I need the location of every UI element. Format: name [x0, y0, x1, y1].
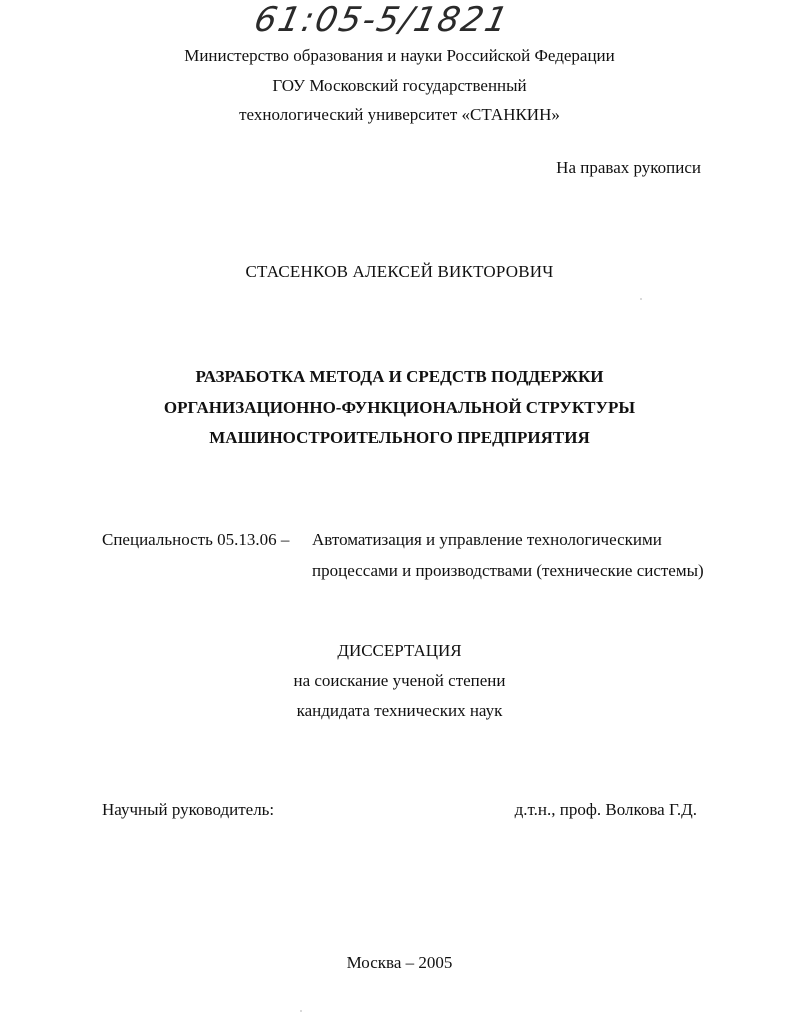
place-year: Москва – 2005 — [346, 953, 453, 972]
scan-speck — [640, 298, 642, 300]
manuscript-note: На правах рукописи — [556, 158, 701, 177]
dissertation-title-line2: ОРГАНИЗАЦИОННО-ФУНКЦИОНАЛЬНОЙ СТРУКТУРЫ — [163, 398, 636, 417]
scan-speck — [300, 1010, 302, 1012]
author-name: СТАСЕНКОВ АЛЕКСЕЙ ВИКТОРОВИЧ — [245, 262, 554, 281]
handwritten-registration-number: 61:05-5/1821 — [250, 0, 514, 40]
specialty-name-line2: процессами и производствами (технические системы) — [312, 561, 704, 580]
dissertation-title-line3: МАШИНОСТРОИТЕЛЬНОГО ПРЕДПРИЯТИЯ — [209, 428, 590, 447]
dissertation-title-line1: РАЗРАБОТКА МЕТОДА И СРЕДСТВ ПОДДЕРЖКИ — [195, 367, 604, 386]
degree-line2: кандидата технических наук — [296, 701, 503, 720]
header-university-line1: ГОУ Московский государственный — [272, 76, 527, 95]
header-university-line2: технологический университет «СТАНКИН» — [239, 105, 560, 124]
supervisor-label: Научный руководитель: — [102, 800, 275, 819]
specialty-label: Специальность 05.13.06 – — [102, 530, 290, 549]
header-ministry: Министерство образования и науки Российской Федерации — [184, 46, 615, 65]
specialty-name-line1: Автоматизация и управление технологическими — [312, 530, 662, 549]
work-type-title: ДИССЕРТАЦИЯ — [337, 641, 462, 660]
degree-line1: на соискание ученой степени — [293, 671, 506, 690]
supervisor-name: д.т.н., проф. Волкова Г.Д. — [514, 800, 697, 819]
